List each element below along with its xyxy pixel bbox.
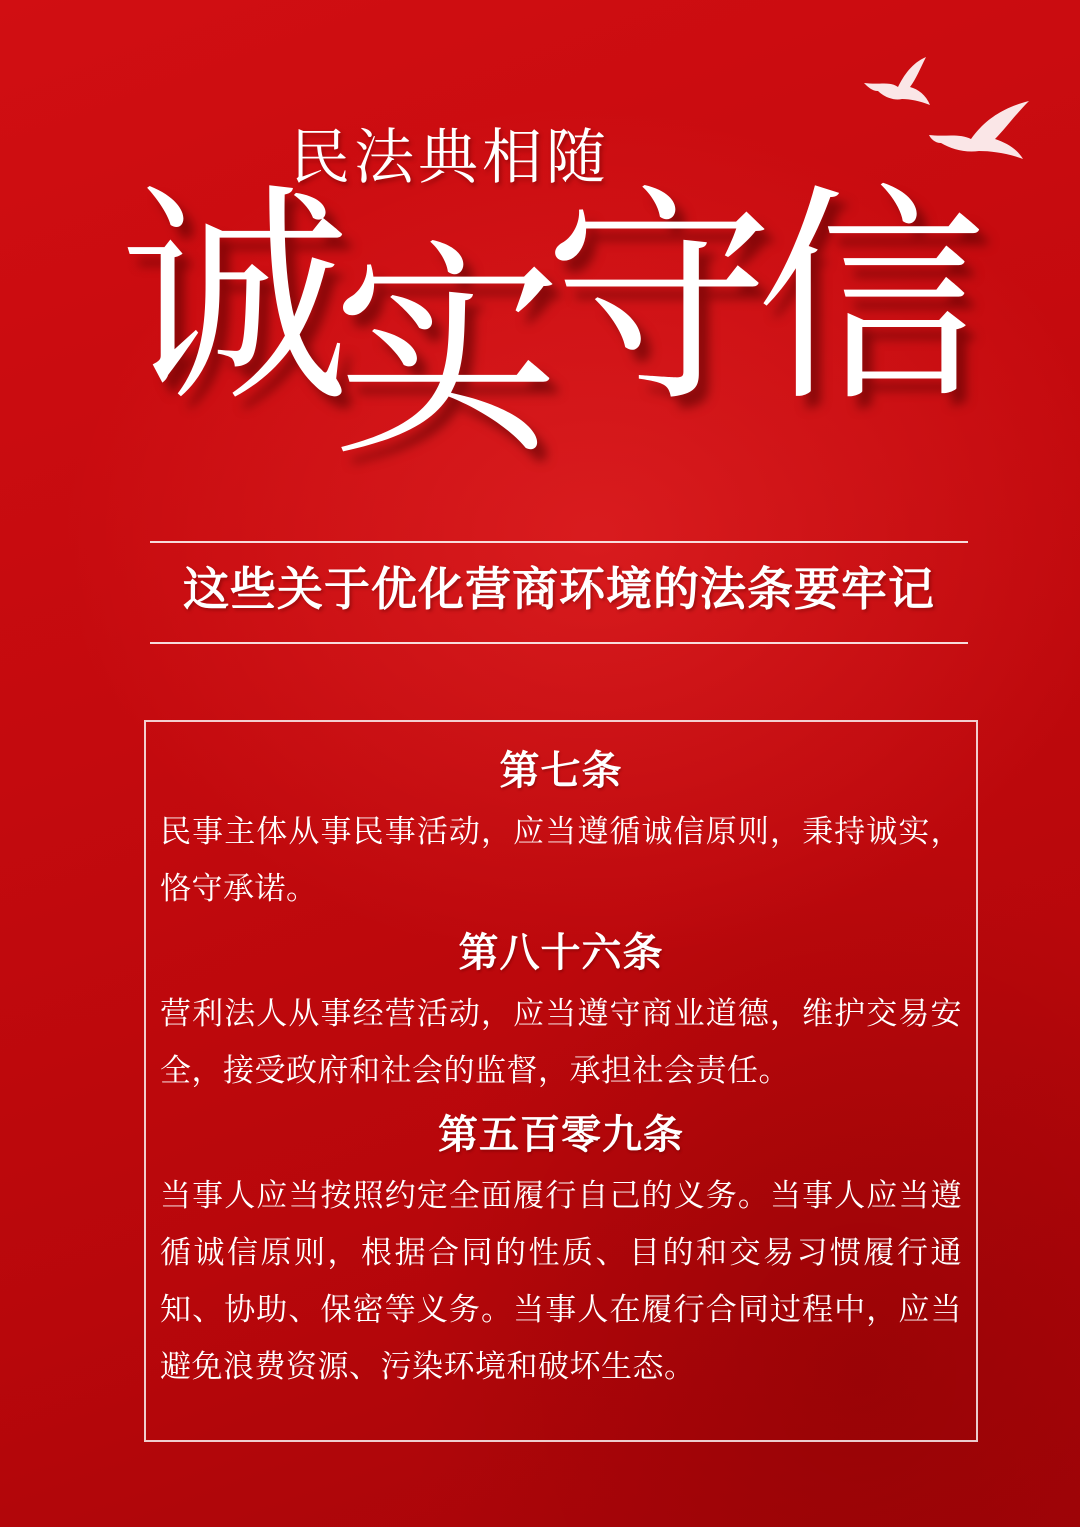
- article-body: 营利法人从事经营活动，应当遵守商业道德，维护交易安全，接受政府和社会的监督，承担社会责任。: [160, 996, 962, 1089]
- article: [160, 742, 962, 918]
- divider: [150, 541, 968, 543]
- title-char: 诚: [120, 166, 333, 433]
- article-title: 第五百零九条: [438, 1111, 684, 1158]
- title-char: 守: [544, 166, 757, 433]
- poster-subtitle: 民法典相随: [290, 123, 610, 193]
- title-char: 信: [756, 166, 969, 433]
- poster-title: [120, 166, 980, 505]
- article-body: 民事主体从事民事活动，应当遵循诚信原则，秉持诚实，恪守承诺。: [160, 814, 962, 907]
- title-char: 实: [332, 221, 545, 488]
- article-title: 第八十六条: [458, 929, 664, 976]
- headline: 这些关于优化营商环境的法条要牢记: [183, 562, 935, 616]
- article: [160, 1106, 962, 1396]
- articles-box: [144, 720, 978, 1442]
- article-title: 第七条: [499, 747, 623, 794]
- dove-icon: [925, 95, 1035, 165]
- article: [160, 924, 962, 1100]
- article-body: 当事人应当按照约定全面履行自己的义务。当事人应当遵循诚信原则，根据合同的性质、目的和交易习惯履行通知、协助、保密等义务。当事人在履行合同过程中，应当避免浪费资源、污染环境和破坏生态。: [160, 1178, 962, 1385]
- divider: [150, 642, 968, 644]
